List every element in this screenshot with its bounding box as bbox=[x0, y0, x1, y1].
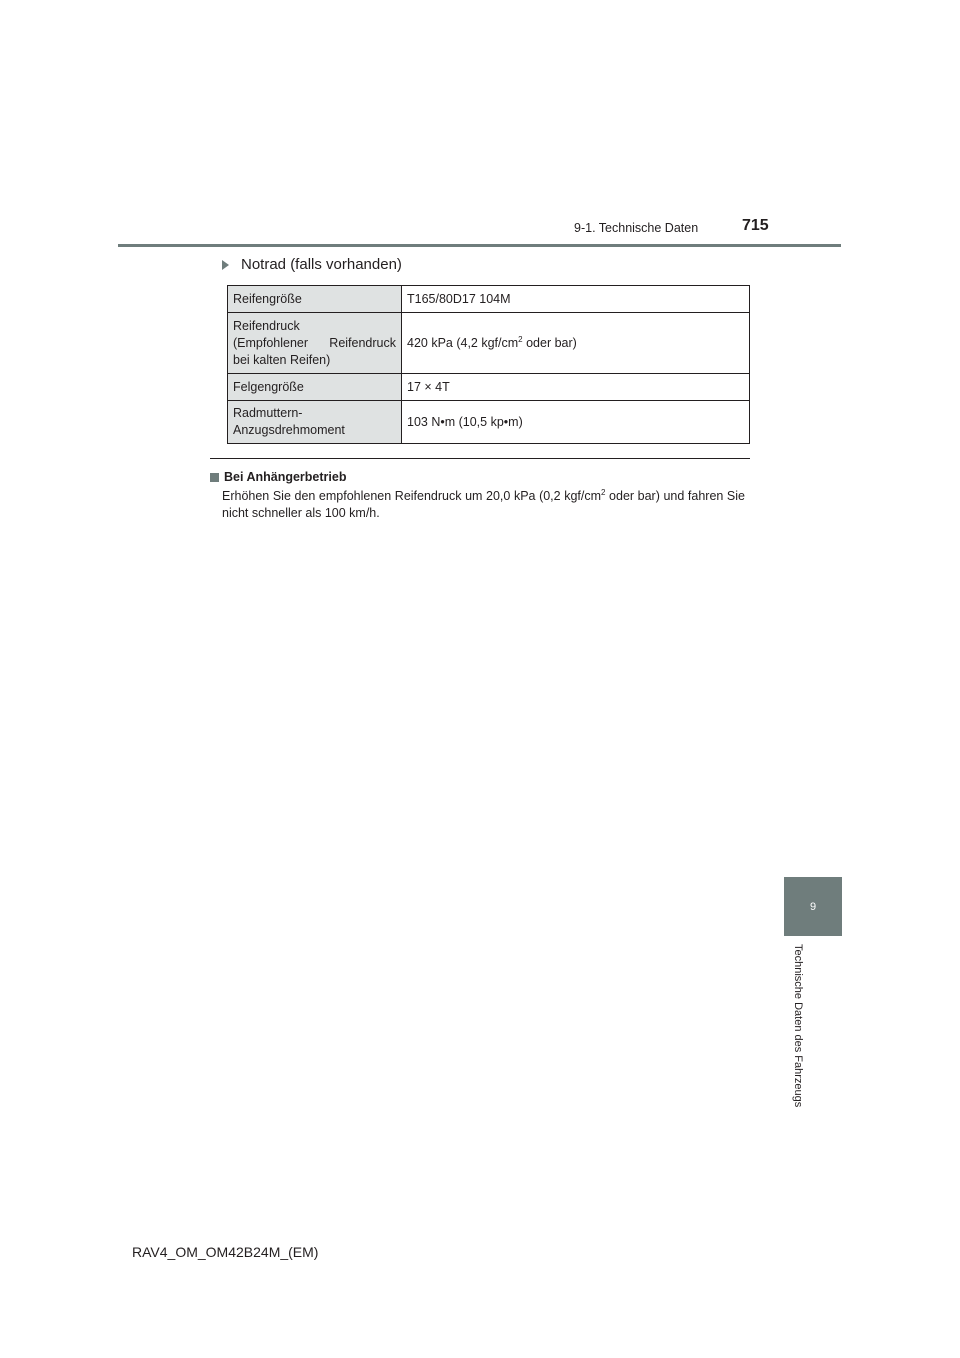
spec-value bbox=[402, 286, 750, 313]
subheading-text: Notrad (falls vorhanden) bbox=[241, 256, 402, 273]
spec-label bbox=[228, 374, 402, 401]
header-divider bbox=[118, 244, 841, 247]
spec-label-line: bei kalten Reifen) bbox=[233, 352, 331, 367]
spec-value-text: T165/80D17 104M bbox=[407, 291, 511, 306]
square-bullet-icon bbox=[210, 473, 219, 482]
spec-table bbox=[227, 285, 750, 444]
chapter-tab bbox=[784, 877, 842, 936]
note-heading bbox=[210, 470, 346, 484]
spec-value-text: 420 kPa (4,2 kgf/cm bbox=[407, 335, 519, 350]
spec-label bbox=[228, 401, 402, 444]
spec-value bbox=[402, 374, 750, 401]
spec-label-line: Radmuttern- bbox=[233, 406, 303, 420]
table-row bbox=[228, 401, 750, 444]
spec-label bbox=[228, 313, 402, 374]
document-id: RAV4_OM_OM42B24M_(EM) bbox=[132, 1244, 319, 1260]
table-row bbox=[228, 374, 750, 401]
spec-value-text: 17 × 4T bbox=[407, 379, 450, 394]
spec-value bbox=[402, 313, 750, 374]
page-number: 715 bbox=[742, 217, 769, 234]
note-heading-text: Bei Anhängerbetrieb bbox=[224, 470, 347, 484]
spec-value bbox=[402, 401, 750, 444]
section-divider bbox=[210, 458, 750, 459]
spec-value-text: 103 N•m (10,5 kp•m) bbox=[407, 414, 523, 429]
triangle-bullet-icon bbox=[222, 260, 229, 270]
superscript: 2 bbox=[518, 334, 523, 344]
chapter-number: 9 bbox=[809, 900, 817, 913]
spec-label bbox=[228, 286, 402, 313]
table-row bbox=[228, 313, 750, 374]
spec-label-text: Reifengröße bbox=[233, 291, 302, 306]
superscript: 2 bbox=[601, 487, 606, 497]
spec-label-text: Felgengröße bbox=[233, 379, 304, 394]
note-body-text: Erhöhen Sie den empfohlenen Reifendruck um 20,0 kPa (0,2 kgf/cm bbox=[222, 489, 602, 503]
spec-label-line: Reifendruck bbox=[233, 318, 300, 333]
chapter-title: Technische Daten des Fahrzeugs bbox=[792, 944, 804, 1108]
spec-label-line: (Empfohlener Reifendruck bbox=[233, 335, 396, 350]
subheading bbox=[222, 256, 402, 273]
note-body bbox=[222, 488, 745, 522]
table-row bbox=[228, 286, 750, 313]
spec-value-text: oder bar) bbox=[522, 335, 577, 350]
section-title: 9-1. Technische Daten bbox=[574, 221, 699, 235]
spec-label-line: Anzugsdrehmoment bbox=[233, 423, 345, 437]
note-body-text: oder bar) und fahren Sie nicht schneller als 100 km/h. bbox=[222, 489, 746, 520]
